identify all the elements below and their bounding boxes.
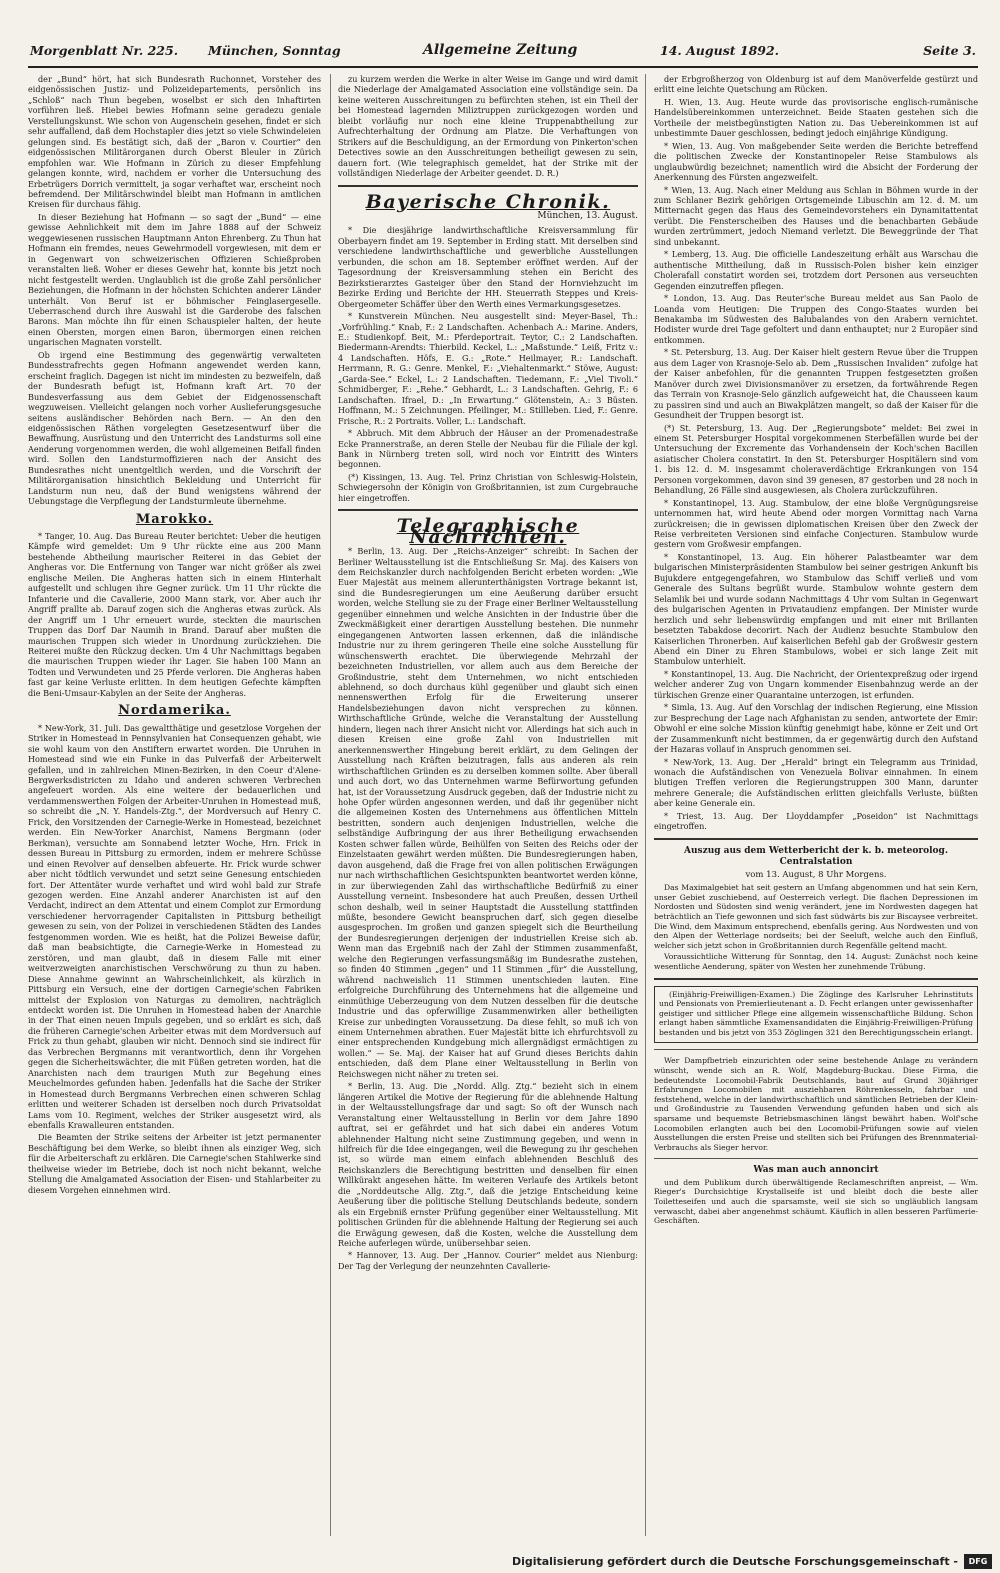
- article-paragraph: H. Wien, 13. Aug. Heute wurde das provisorische englisch-rumänische Handelsübereinkommen unterzeichnet. Beide Staaten gestehen sich die Vortheile der meistbegünstigten Nation zu. Das Uebereinkommen ist auf unbestimmte Dauer geschlossen, bedingt jedoch einjährige Kündigung.: [654, 96, 978, 139]
- weather-report-text: Das Maximalgebiet hat seit gestern an Umfang abgenommen und hat sein Kern, unser Gebiet zuschiebend, auf Oesterreich verlegt. Die flachen Depressionen im Nordosten und Südosten sind wenig verändert, jene im Nordwesten dagegen hat beträchtlich an Tiefe gewonnen und sich fast südwärts bis zur Biscaysee verbreitet. Die Wind, dem Maximum entsprechend, ebenfalls gering. Aus Nordwesten und von den Alpen der Wetterlage nordseits; bei der Seeluft, welche auch den Einfluß, welcher sich jetzt schon in Großbritannien durch Regenfälle geltend macht.: [654, 883, 978, 950]
- digitization-credit: Digitalisierung gefördert durch die Deutsche Forschungsgemeinschaft -: [511, 1555, 958, 1568]
- newspaper-page: [28, 36, 978, 1542]
- article-paragraph: * Die diesjährige landwirthschaftliche Kreisversammlung für Oberbayern findet am 19. September in Erding statt. Mit derselben sind verschiedene landwirthschaftliche und gewerbliche Ausstellungen verbunden, die schon am 18. September eröffnet werden. Auf der Tagesordnung der Kreisversammlung stehen ein Bericht des Bezirkstierarztes Gasteiger über den Stand der Hornviehzucht im Bezirke Erding und Berichte der HH. Steuerrath Steppes und Kreis-Obergeometer Schäffer über den Werth eines Vermarkungsgesetzes.: [338, 225, 638, 309]
- article-paragraph: * Abbruch. Mit dem Abbruch der Häuser an der Promenadestraße Ecke Prannerstraße, an deren Stelle der Neubau für die Filiale der kgl. Bank in Nürnberg treten soll, wird noch vor Eintritt des Winters begonnen.: [338, 428, 638, 470]
- article-paragraph: * Tanger, 10. Aug. Das Bureau Reuter berichtet: Ueber die heutigen Kämpfe wird gemeldet: Um 9 Uhr rückte eine aus 200 Mann bestehende Abtheilung maurischer Reiterei in das Gebiet der Angheras vor. Die Entfernung von Tanger war nicht größer als zwei englische Meilen. Die Angheras hatten sich in einem Hinterhalt aufgestellt und schlugen ihre Gegner zurück. Um 11 Uhr rückte die Infanterie und die Cavallerie, 2000 Mann stark, vor. Aber auch ihr Angriff prallte ab. Darauf zogen sich die Angheras etwas zurück. Als der Angriff um 1 Uhr erneuert wurde, steckten die maurischen Truppen das Dorf Dar Naumih in Brand. Darauf aber mußten die maurischen Truppen sich wieder in Unordnung zurückziehen. Die Reiterei mußte den Rückzug decken. Um 4 Uhr Nachmittags begaben die maurischen Truppen wieder ihr Lager. Sie haben 100 Mann an Todten und Verwundeten und 25 Pferde verloren. Die Angheras haben fast gar keine Verluste erlitten. In dem heutigen Gefechte kämpften die Beni-Umsaur-Kabylen an der Seite der Angheras.: [28, 531, 321, 698]
- advertisement-text: und dem Publikum durch überwältigende Reclameschriften anpreist, — Wm. Rieger's Durchsichtige Krystallseife ist und bleibt doch die beste aller Toiletteseifen und auch die sparsamste, weil sie sich so ungläublich langsam verwascht, dabei aber angenehmst schäumt. Käuflich in allen besseren Parfümerie-Geschäften.: [654, 1177, 978, 1226]
- advertisement-box: [654, 986, 978, 1044]
- article-paragraph: Ob irgend eine Bestimmung des gegenwärtig verwalteten Bundesstrafrechts gegen Hofmann angewendet werden kann, erscheint fraglich. Dagegen ist nicht im mindesten zu bezweifeln, daß der Bundesrath befugt ist, Hofmann kraft Art. 70 der Bundesverfassung aus dem Gebiet der Eidgenossenschaft wegzuweisen. Vielleicht gelangen noch vorher Auslieferungsgesuche seitens ausländischer Behörden nach Bern. — An den den eidgenössischen Räthen vorgelegten Gesetzesentwurf über die Bewaffnung, Ausrüstung und den Unterricht des Landsturms soll eine Aenderung vorgenommen werden, die wohl allgemeinen Beifall finden wird. Sollen den Landsturmoffizieren nach der Ansicht des Bundesrathes nicht unentgeltlich werden, und die Vorschrift der Militärorganisation hinsichtlich Bekleidung und Unterricht für Landsturm nun neu, daß der Bund wenigstens während der Uebungstage die Verpflegung der Landsturmleute übernehme.: [28, 349, 321, 507]
- weather-report-subheading: vom 13. August, 8 Uhr Morgens.: [745, 869, 887, 880]
- article-paragraph: * Konstantinopel, 13. Aug. Stambulow, der eine bloße Vergnügungsreise unternommen hat, wird heute Abend oder morgen Vormittag nach Varna zurückreisen; die in gewissen diplomatischen Kreisen über den Zweck der Reise verbreiteten Versionen sind einfache Conjecturen. Stambulow wurde gestern vom Großwesir empfangen.: [654, 497, 978, 550]
- divider: [654, 1049, 978, 1050]
- article-paragraph: der „Bund“ hört, hat sich Bundesrath Ruchonnet, Vorsteher des eidgenössischen Justiz- und Polizeidepartements, persönlich ins „Schloß“ nach Thun begeben, woselbst er sich den Inhaftirten vorführen ließ. Hiebei bewies Hofmann seine geradezu geniale Verstellungskunst. Wie schon von Augenschein gesehen, findet er sich sehr auffallend, daß dem Hochstapler dies jetzt so viele Schwindeleien gelungen sind. Es bestätigt sich, daß der „Baron v. Courtier“ den eidgenössischen Militärorganen durch Oberst Bleuler in Zürich empfohlen war. Wie Hofmann in Zürich zu dieser Empfehlung gelangen konnte, wird, nachdem er vorher die Untersuchung des Erbetrügers Dorrich vermittelt, ja sogar verhaftet war, erscheint noch befremdend. Der Militärschwindel bleibt man Hofmann in amtlichen Kreisen für durchaus fähig.: [28, 74, 321, 210]
- weather-forecast: Voraussichtliche Witterung für Sonntag, den 14. August: Zunächst noch keine wesentliche Aenderung, später von Westen her zunehmende Trübung.: [654, 952, 978, 971]
- issue-number: Morgenblatt Nr. 225.: [30, 43, 179, 58]
- divider: [654, 1158, 978, 1159]
- article-paragraph: * Wien, 13. Aug. Von maßgebender Seite werden die Berichte betreffend die politischen Zwecke der Konstantinopeler Reise Stambulows als unglaubwürdig bezeichnet; namentlich wird die Absicht der Forderung der Anerkennung des Fürsten angezweifelt.: [654, 140, 978, 183]
- dfg-logo: DFG: [964, 1554, 992, 1569]
- article-paragraph: In dieser Beziehung hat Hofmann — so sagt der „Bund“ — eine gewisse Aehnlichkeit mit dem im Jahre 1888 auf der Schweiz weggewiesenen russischen Hauptmann Anton Ehrenberg. Zu Thun hat Hofmann ein fremdes, neues Gewehrmodell vorgewiesen, mit dem er in Gegenwart von schweizerischen Offizieren Schießproben veranstalten ließ. Woher er dieses Gewehr hat, konnte bis jetzt noch nicht festgestellt werden. Unglaublich ist die große Zahl persönlicher Beziehungen, die Hofmann in der höchsten Schichten anderer Länder unterhält. Von Beruf ist er böhmischer Feinglasergeselle. Ueberraschend durch ihre Auswahl ist die Garderobe des falschen Barons. Man möchte ihn für einen Schauspieler halten, der heute einen Obersten, morgen einen Baron, übermorgen einen reichen ungarischen Magnaten vorstellt.: [28, 211, 321, 348]
- place-and-day: München, Sonntag: [208, 43, 341, 58]
- article-paragraph: * Wien, 13. Aug. Nach einer Meldung aus Schlan in Böhmen wurde in der zum Schlaner Bezirk gehörigen Ortsgemeinde Libuschin am 12. d. M. um Mitternacht gegen das Haus des Gemeindevorstehers ein Dynamitattentat verübt. Die Fensterscheiben des Hauses und die benachbarten Gebäude wurden zertrümmert, jedoch Niemand verletzt. Die Beweggründe der That sind unbekannt.: [654, 184, 978, 247]
- article-paragraph: * Konstantinopel, 13. Aug. Ein höherer Palastbeamter war dem bulgarischen Ministerpräsidenten Stambulow bei seiner gestrigen Ankunft bis Bujukdere entgegengefahren, wo Stambulow das Schiff verließ und vom Generale des Sultans begrüßt wurde. Stambulow wohnte gestern dem Selamlik bei und wurde sodann Nachmittags 4 Uhr vom Sultan in Gegenwart des bulgarischen Agenten in Privataudienz empfangen. Der Minister wurde herzlich und sehr liebenswürdig empfangen und mit einer mit Brillanten besetzten Tabakdose decorirt. Nach der Audienz besuchte Stambulow den Kaiserlichen Thronerben. Auf kaiserlichen Befehl gab der Großwesir gestern Abend ein Diner zu Ehren Stambulows, wobei er sich lange Zeit mit Stambulow unterhielt.: [654, 551, 978, 667]
- issue-date: 14. August 1892.: [660, 43, 780, 58]
- article-paragraph: * Hannover, 13. Aug. Der „Hannov. Courier“ meldet aus Nienburg: Der Tag der Verlegung der neunzehnten Cavallerie-: [338, 1250, 638, 1271]
- advertisement-text: Wer Dampfbetrieb einzurichten oder seine bestehende Anlage zu verändern wünscht, wende sich an R. Wolf, Magdeburg-Buckau. Diese Firma, die bedeutendste Locomobil-Fabrik Deutschlands, baut auf Grund 30jähriger Erfahrungen Locomobilen mit ausziehbaren Röhrenkesseln, fahrbar und feststehend, welche in der landwirthschaftlich und sämtlichen Betrieben der Klein- und Großindustrie zu Tausenden Verwendung gefunden haben und sich als sparsame und bequemste Betriebsmaschinen längst bewährt haben. Wolf'sche Locomobilen erlangten auch bei den Locomobil-Prüfungen sowie auf vielen Ausstellungen die ersten Preise und stellten sich bei Prüfungen des Brennmaterial-Verbrauchs als Sieger hervor.: [654, 1056, 978, 1152]
- article-paragraph: * Simla, 13. Aug. Auf den Vorschlag der indischen Regierung, eine Mission zur Besprechung der Lage nach Afghanistan zu senden, antwortete der Emir: Obwohl er eine solche Mission künftig genehmigt habe, könne er Zeit und Ort der Zusammenkunft nicht bestimmen, da er gegenwärtig durch den Aufstand der Hazaras vollauf in Anspruch genommen sei.: [654, 702, 978, 755]
- article-paragraph: Die Beamten der Strike seitens der Arbeiter ist jetzt permanenter Beschäftigung bei dem Werke, so bleibt ihnen als einziger Weg, sich für die Arbeiterschaft zu erklären. Die Carnegie'schen Stahlwerke sind theilweise wieder im Betriebe, doch ist noch nicht bekannt, welche Stellung die Amalgamated Association der Eisen- und Stahlarbeiter zu diesem Vorgehen einnehmen wird.: [28, 1132, 321, 1195]
- section-heading-nordamerika: Nordamerika.: [118, 703, 231, 719]
- newspaper-title: Allgemeine Zeitung: [423, 42, 578, 58]
- article-paragraph: * St. Petersburg, 13. Aug. Der Kaiser hielt gestern Revue über die Truppen aus dem Lager von Krasnoje-Selo ab. Dem „Russischen Invaliden“ zufolge hat der Kaiser anbefohlen, für die genannten Truppen festgesetzten großen Manöver durch zwei Divisionsmanöver zu ersetzen, da fortwährende Regen das Terrain von Krasnoje-Selo gänzlich aufgeweicht hat, die Chausseen kaum zu passiren sind und auch an Biwakplätzen mangelt, so daß der Kaiser für die Gesundheit der Truppen besorgt ist.: [654, 347, 978, 421]
- column-divider: [645, 74, 646, 1536]
- article-paragraph: * Triest, 13. Aug. Der Lloyddampfer „Poseidon“ ist Nachmittags eingetroffen.: [654, 810, 978, 832]
- article-paragraph: * Lemberg, 13. Aug. Die officielle Landeszeitung erhält aus Warschau die authentische Mittheilung, daß in Russisch-Polen bisher kein einziger Cholerafall constatirt worden sei, trotzdem dort Personen aus verseuchten Gegenden einzutreffen pflegen.: [654, 249, 978, 291]
- article-paragraph: zu kurzem werden die Werke in alter Weise im Gange und wird damit die Niederlage der Amalgamated Association eine vollständige sein. Da keine weiteren Ausschreitungen zu befürchten stehen, ist ein Theil der bei Homestead lagernden Miliztruppen zurückgezogen worden und bleibt vorläufig nur noch eine kleine Truppenabtheilung zur Aufrechterhaltung der Ordnung am Platze. Die Verhaftungen von Strikers auf die Beschuldigung, an der Ermordung von Pinkerton'schen Detectives sowie an den Ausschreitungen betheiligt gewesen zu sein, dauern fort. (Wie telegraphisch gemeldet, hat der Strike mit der vollständigen Niederlage der Arbeiter geendet. D. R.): [338, 74, 638, 179]
- column-2: [338, 74, 638, 1536]
- article-paragraph: (*) Kissingen, 13. Aug. Tel. Prinz Christian von Schleswig-Holstein, Schwiegersohn der Königin von Großbritannien, ist zum Curgebrauche hier eingetroffen.: [338, 471, 638, 503]
- section-heading-bayerische-chronik: Bayerische Chronik.: [365, 190, 611, 213]
- section-heading-marokko: Marokko.: [135, 511, 214, 527]
- divider: [338, 509, 638, 511]
- article-paragraph: (*) St. Petersburg, 13. Aug. Der „Regierungsbote“ meldet: Bei zwei in einem St. Petersburger Hospital vorgekommenen Sterbefällen wurde bei der Untersuchung der Excremente das Vorhandensein der Koch'schen Bacillen asiatischer Cholera constatirt. In den St. Petersburger Hospitälern sind vom 1. bis 12. d. M. insgesammt choleraverdächtige Erkrankungen von 154 Personen vorgekommen, davon sind 39 genesen, 87 gestorben und 28 noch in Behandlung, 26 Fälle sind ausgewiesen, als Cholera zurückzuführen.: [654, 422, 978, 496]
- divider: [654, 838, 978, 840]
- article-paragraph: * Berlin, 13. Aug. Der „Reichs-Anzeiger“ schreibt: In Sachen der Berliner Weltausstellung ist die Entschließung Sr. Maj. des Kaisers von dem Reichskanzler durch nachfolgenden Bericht erbeten worden: „Wie Euer Majestät aus meinem allerunterthänigsten Vortrage bekannt ist, sind die Bundesregierungen um eine Aeußerung darüber ersucht worden, welche Stellung sie zu der Frage einer Berliner Weltausstellung gegenüber einnehmen und welche Ansichten in der Industrie über die Zweckmäßigkeit einer derartigen Ausstellung bestehen. Die nunmehr eingegangenen Antworten lassen erkennen, daß die inländische Industrie nur zu ihrem geringeren Theile eine solche Ausstellung für wünschenswerth erachtet. Die überwiegende Mehrzahl der bezeichneten Industriellen, vor allem auch aus dem Bereiche der Großindustrie, steht dem Unternehmen, wo nicht entschieden ablehnend, so doch durchaus kühl gegenüber und glaubt sich einen nennenswerthen Erfolg für die Erweiterung unserer Handelsbeziehungen davon nicht versprechen zu können. Wirthschaftliche Gründe, welche die Veranstaltung der Ausstellung hindern, liegen nach ihrer Ansicht nicht vor. Allerdings hat sich auch in diesen Kreisen eine große Zahl von Industriellen mit anerkennenswerther Hingebung bereit erklärt, zu dem Gelingen der Ausstellung nach Kräften beizutragen, falls aus anderen als rein wirthschaftlichen Gründen es zu derselben kommen sollte. Aber überall und auch dort, wo das Unternehmen warme Befürwortung gefunden hat, ist der Voraussetzung Ausdruck gegeben, daß der Industrie nicht zu hohe Opfer würden angesonnen werden, und daß ihr gegenüber nicht die allgemeinen Kosten des Unternehmens aus öffentlichen Mitteln bestritten, sondern auch denjenigen Industriellen, welche die selbständige Aufbringung der aus ihrer Betheiligung erwachsenden Kosten schwer fallen würde, Beihülfen von Seiten des Reichs oder der Einzelstaaten gewährt werden müßten. Die Bundesregierungen haben, davon ausgehend, daß die Frage frei von allen politischen Erwägungen nur nach wirthschaftlichen Gesichtspunkten beantwortet werden könne, in zur überwiegenden Zahl das wirthschaftliche Bedürfniß zu einer Ausstellung verneint. Insbesondere hat auch Preußen, dessen Urtheil schon deshalb, weil in seiner Hauptstadt die Ausstellung stattfinden müßte, besondere Gewicht beanspruchen darf, sich gegen dieselbe ausgesprochen. Im großen und ganzen spiegelt sich die Beurtheilung der Bundesregierungen derjenigen der industriellen Kreise sich ab. Wenn man das Ergebniß nach der Zahl der Stimmen zusammenfaßt, welche den Regierungen verfassungsmäßig im Bundesrathe zustehen, so finden 40 Stimmen „gegen“ und 11 Stimmen „für“ die Ausstellung, während nachweislich 11 Stimmen unentschieden lauten. Eine erfolgreiche Durchführung des Unternehmens hat die allgemeine und einmüthige Ueberzeugung von dem Nutzen desselben für die deutsche Industrie und das opferwillige Zusammenwirken aller betheiligten Kreise zur unbedingten Voraussetzung. Da diese fehlt, so muß ich von einem Unternehmen abrathen. Euer Majestät bitte ich ehrfurchtsvoll zu einer entsprechenden Kundgebung mich allergnädigst ermächtigen zu wollen.“ — Se. Maj. der Kaiser hat auf Grund dieses Berichts dahin entschieden, daß dem Plane einer Weltausstellung in Berlin von Reichswegen nicht näher zu treten sei.: [338, 546, 638, 1079]
- article-paragraph: * Kunstverein München. Neu ausgestellt sind: Meyer-Basel, Th.: „Vorfrühling.“ Knab, F.: 2 Landschaften. Achenbach A.: Marine. Anders, E.: Studienkopf. Beit, M.: Pferdeportrait. Teytor, C.: 2 Landschaften. Biedermann-Arendts: Thierbild. Keckel, L.: „Maßstunde.“ Leiß, Fritz v.: 4 Landschaften. Höfs, E. G.: „Rote.“ Heilmayer, R.: Landschaft. Herrmann, R. G.: Genre. Menkel, F.: „Viehaltenmarkt.“ Stöwe, August: „Garda-See.“ Eckel, L.: 2 Landschaften. Tiedemann, F.: „Viel Tivoli.“ Schmidberger, F.: „Rehe.“ Gebhardt, L.: 3 Landschaften. Gehrig, F.: 6 Landschaften. Ifrael, D.: „In Erwartung.“ Glötenstein, A.: 3 Büsten. Hoffmann, M.: 5 Zeichnungen. Pfeilinger, M.: Stillleben. Lied, F.: Genre. Frische, R.: 2 Portraits. Voller, L.: Landschaft.: [338, 311, 638, 426]
- masthead: [28, 36, 978, 68]
- section-heading-telegraphische-nachrichten: Telegraphische Nachrichten.: [396, 515, 580, 548]
- column-1: [28, 74, 321, 1536]
- article-paragraph: * London, 13. Aug. Das Reuter'sche Bureau meldet aus San Paolo de Loanda vom Heutigen: Die Truppen des Congo-Staates wurden bei Benakamba im Südwesten des Balubalandes von den Arabern vernichtet. Hodister wurde drei Tage gefoltert und dann enthauptet; nur 2 Europäer sind entkommen.: [654, 293, 978, 345]
- article-paragraph: der Erbgroßherzog von Oldenburg ist auf dem Manöverfelde gestürzt und erlitt eine leichte Quetschung am Rücken.: [654, 74, 978, 95]
- weather-report-heading: Auszug aus dem Wetterbericht der k. b. meteorolog. Centralstation: [684, 845, 948, 867]
- column-divider: [330, 74, 331, 1536]
- divider: [654, 978, 978, 980]
- advertisement-heading: Was man auch annoncirt: [753, 1165, 879, 1176]
- article-paragraph: * Konstantinopel, 13. Aug. Die Nachricht, der Orientexpreßzug oder irgend welcher anderer Zug von Ungarn kommender Eisenbahnzug werde an der türkischen Grenze einer Quarantaine unterzogen, ist erfunden.: [654, 668, 978, 700]
- article-paragraph: * New-York, 13. Aug. Der „Herald“ bringt ein Telegramm aus Trinidad, wonach die Aufständischen von Venezuela Bolivar einnahmen. In einem blutigen Treffen verloren die Regierungstruppen 300 Mann, darunter mehrere Generale; die Aufständischen erlitten gleichfalls Verluste, büßten aber keine Generale ein.: [654, 756, 978, 809]
- column-3: [654, 74, 978, 1536]
- digitization-footer: [0, 1551, 1000, 1573]
- page-number: Seite 3.: [923, 43, 976, 58]
- article-paragraph: * Berlin, 13. Aug. Die „Nordd. Allg. Ztg.“ bezieht sich in einem längeren Artikel die Motive der Regierung für die ablehnende Haltung in der Weltausstellungsfrage dar und sagt: So oft der Wunsch nach Veranstaltung einer Weltausstellung in Berlin vor dem Jahre 1890 auftrat, sei er gefährdet und hat sich dabei ein anderes Votum ablehnender Haltung nicht seine Zustimmung gegeben, und wenn in hilfreich für die Idee eingegangen, weil die Bewegung zu ihr geschehen ist, so würde man einem einfach ablehnenden Beschluß des Reichskanzlers die Berechtigung bestritten und denselben für einen Willkürakt angesehen hätte. Im weiteren Verlaufe des Artikels betont die „Norddeutsche Allg. Ztg.“, daß die jetzige Entscheidung keine Aeußerung über die politische Stellung Deutschlands bedeute, sondern als ein Ergebniß ernster Prüfung gegenüber einer Weltausstellung. Mit politischen Gründen für die ablehnende Haltung der Regierung sei auch die Erwägung gewesen, daß die Kosten, welche die Ausstellung dem Reiche auferlegen würde, unübersehbar seien.: [338, 1081, 638, 1249]
- article-paragraph: * New-York, 31. Juli. Das gewaltthätige und gesetzlose Vorgehen der Striker in Homestead in Pennsylvanien hat Consequenzen gehabt, wie sie wohl kaum von den Anstiftern erwartet worden. Die Unruhen in Homestead sind wie ein Funke in das Pulverfaß der Arbeiterwelt gefallen, und in zahlreichen Minen-Bezirken, in den Coeur d'Alene-Bergwerksdistricten zu Idaho und anderen schweren Verbrechen angefeuert worden. Als eine weitere der bedauerlichen und verdammenswerthen Folgen der Arbeiter-Unruhen in Homestead muß, so schreibt die „N. Y. Handels-Ztg.“, der Mordversuch auf Henry C. Frick, den Vorsitzenden der Carnegie-Werke in Homestead, bezeichnet werden. Ein New-Yorker Anarchist, Namens Bergmann (oder Berkman), versuchte am Sonnabend letzter Woche, Hrn. Frick in dessen Bureau in Pittsburg zu ermorden, indem er mehrere Schüsse und einen Revolver auf denselben abfeuerte. Hr. Frick wurde schwer aber nicht tödtlich verwundet und setzt seine Genesung entschieden fort. Der Attentäter wurde verhaftet und wird wohl bald zur Strafe gezogen werden. Eine Anzahl anderer Anarchisten ist auf den Verdacht, indirect an dem Attentat und einem Complot zur Ermordung verschiedener hervorragender Capitalisten in Pittsburg betheiligt gewesen zu sein, von der Polizei in verschiedenen Städten des Landes festgenommen worden. Wie es heißt, hat die Polizei Beweise dafür, daß man beabsichtigte, die Carnegie-Werke in Homestead zu zerstören, und man glaubt, daß in diesem Falle mit einer weitverzweigten anarchistischen Verschwörung zu thun zu haben. Diese Annahme gewinnt an Wahrscheinlichkeit, als kürzlich in Pittsburg ein Versuch, eine der dortigen Carnegie'schen Fabriken mittelst der Explosion von Naturgas zu demoliren, nachträglich entdeckt worden ist. Die Unruhen in Homestead haben der Anarchie in der That einen neuen Impuls gegeben, und so erklärt es sich, daß die früheren Carnegie'schen Arbeiter etwas mit dem Mordversuch auf Frick zu thun gehabt, glauben wir nicht. Dennoch sind sie indirect für das Verbrechen Bergmanns mit verantwortlich, denn ihr Vorgehen gegen die Sicherheitswächter, die mit Füßen getreten worden, hat die Anarchisten nach dem traurigen Muth zur Begehung eines Meuchelmordes gefunden haben. Jedenfalls hat die Sache der Striker in Homestead durch Bergmanns Verbrechen einen schweren Schlag erlitten und weiterer Schaden ist derselben noch durch Privatsoldat Lams vom 10. Regiment, welches der Striker ausgesetzt wird, als ebenfalls Krawalleuren entstanden.: [28, 722, 321, 1130]
- divider: [338, 185, 638, 187]
- advertisement-text: (Einjährig-Freiwilligen-Examen.) Die Zöglinge des Karlsruher Lehrinstituts und Pensionats von Premierlieutenant a. D. Fecht erlangen unter gewissenhafter geistiger und sittlicher Pflege eine allgemein wissenschaftliche Bildung. Schon erlangt haben sämmtliche Examensandidaten die Einjährig-Freiwilligen-Prüfung bestanden und bis jetzt von 353 Zöglingen 321 den Berechtigungsschein erlangt.: [659, 989, 973, 1037]
- dateline: München, 13. August.: [537, 210, 638, 221]
